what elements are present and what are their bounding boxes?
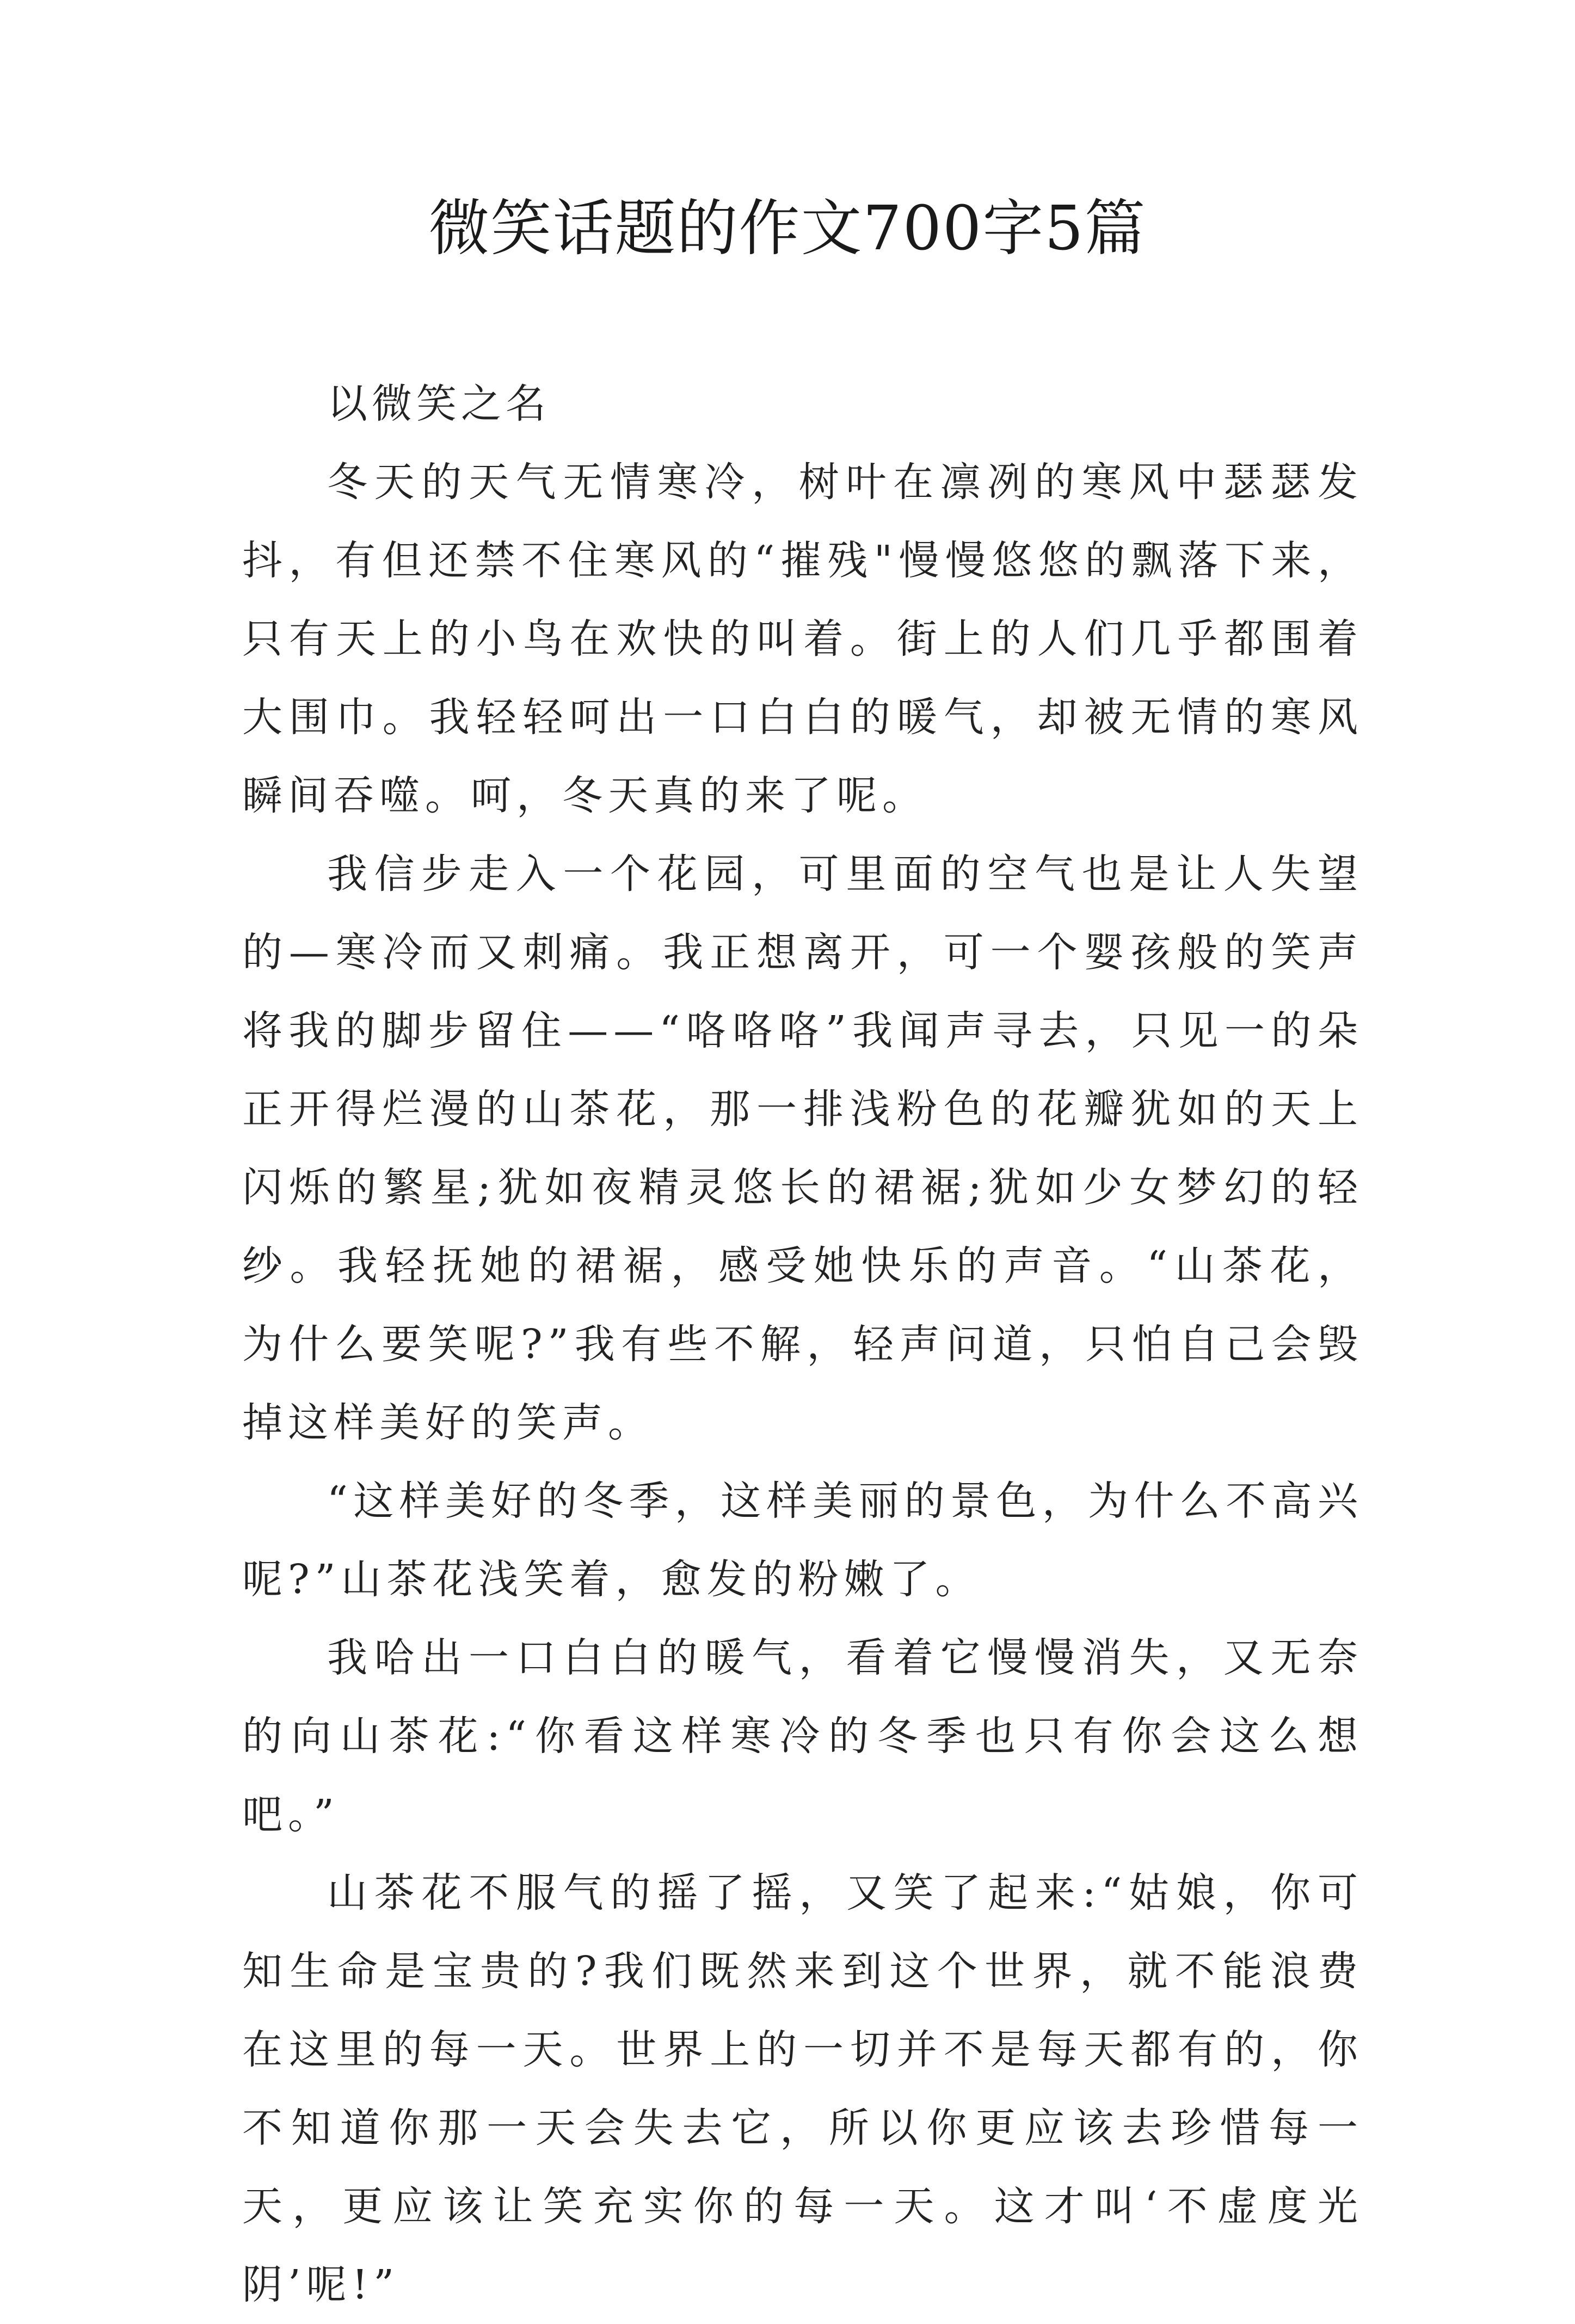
paragraph: 我信步走入一个花园，可里面的空气也是让人失望的—寒冷而又刺痛。我正想离开，可一个婴孩般的笑声将我的脚步留住——“咯咯咯”我闻声寻去，只见一的朵正开得烂漫的山茶花，那一排浅粉色的花瓣犹如的天上闪烁的繁星;犹如夜精灵悠长的裙裾;犹如少女梦幻的轻纱。我轻抚她的裙裾，感受她快乐的声音。“山茶花，为什么要笑呢?”我有些不解，轻声问道，只怕自己会毁掉这样美好的笑声。 [242,851,1363,1446]
paragraph: 我哈出一口白白的暖气，看着它慢慢消失，又无奈的向山茶花:“你看这样寒冷的冬季也只有你会这么想吧。” [242,1634,1363,1838]
document-title: 微笑话题的作文700字5篇 [428,193,1147,264]
paragraph: 冬天的天气无情寒冷，树叶在凛冽的寒风中瑟瑟发抖，有但还禁不住寒风的“摧残"慢慢悠悠的飘落下来，只有天上的小鸟在欢快的叫着。街上的人们几乎都围着大围巾。我轻轻呵出一口白白的暖气，却被无情的寒风瞬间吞噬。呵，冬天真的来了呢。 [242,459,1363,819]
document-body [242,365,1363,2324]
paragraph: “这样美好的冬季，这样美丽的景色，为什么不高兴呢?”山茶花浅笑着，愈发的粉嫩了。 [242,1478,1363,1603]
paragraph: 山茶花不服气的摇了摇，又笑了起来:“姑娘，你可知生命是宝贵的?我们既然来到这个世界，就不能浪费在这里的每一天。世界上的一切并不是每天都有的，你不知道你那一天会失去它，所以你更应该去珍惜每一天，更应该让笑充实你的每一天。这才叫‘不虚度光阴’呢!” [242,1870,1363,2308]
essay-heading: 以微笑之名 [327,380,550,427]
